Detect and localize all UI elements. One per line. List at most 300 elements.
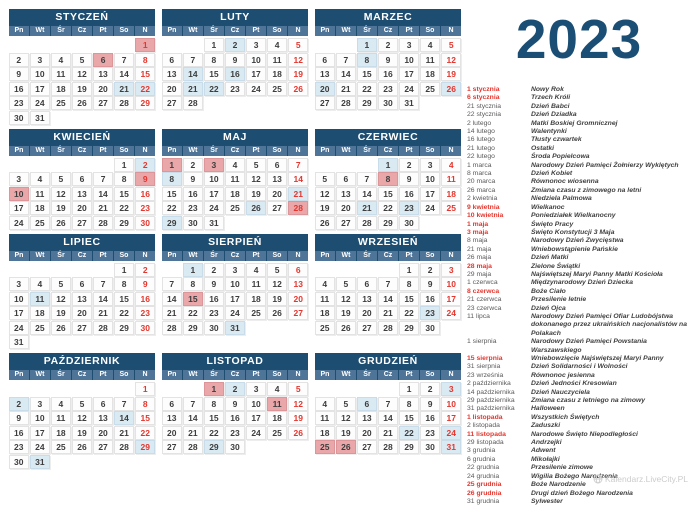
day-cell: 17	[225, 292, 245, 306]
weekday-label: Wt	[336, 26, 356, 36]
holiday-entry	[467, 246, 695, 254]
day-cell: 13	[267, 172, 287, 186]
weekday-label: N	[135, 26, 155, 36]
day-grid	[315, 38, 461, 109]
weekday-label: Cz	[72, 251, 92, 261]
day-cell: 2	[204, 263, 224, 277]
weekday-header-row	[162, 145, 308, 156]
day-cell: 29	[162, 216, 182, 230]
holiday-date: 1 marca	[467, 161, 492, 169]
holiday-name: Nowy Rok	[531, 86, 564, 93]
day-cell: 25	[420, 82, 440, 96]
day-cell: 1	[114, 263, 134, 277]
holiday-date: 2 kwietnia	[467, 195, 498, 203]
holiday-date: 26 marca	[467, 186, 496, 194]
weekday-label: So	[420, 146, 440, 156]
day-cell: 23	[378, 82, 398, 96]
holiday-entry	[467, 254, 695, 262]
day-cell: 31	[9, 335, 29, 349]
day-cell: 27	[357, 321, 377, 335]
holiday-date: 31 października	[467, 405, 515, 413]
day-cell: 15	[183, 292, 203, 306]
weekday-header-row	[315, 250, 461, 261]
weekday-label: N	[288, 26, 308, 36]
holiday-name: Zmiana czasu z letniego na zimowy	[531, 397, 646, 405]
day-cell	[30, 335, 50, 349]
day-cell	[183, 382, 203, 396]
holiday-name: Sylwester	[531, 497, 563, 505]
day-cell: 12	[336, 292, 356, 306]
day-cell	[441, 216, 461, 230]
day-cell: 16	[225, 67, 245, 81]
day-cell: 17	[30, 82, 50, 96]
holiday-entry	[467, 405, 695, 413]
day-cell	[204, 96, 224, 110]
day-cell: 30	[420, 321, 440, 335]
day-cell	[267, 96, 287, 110]
holiday-name: Trzech Króli	[531, 94, 571, 102]
day-cell	[72, 38, 92, 52]
holiday-entry	[467, 153, 695, 161]
day-cell: 15	[204, 67, 224, 81]
day-cell: 26	[72, 96, 92, 110]
holiday-name: Narodowy Dzień Pamięci Żołnierzy Wyklętych	[531, 161, 679, 169]
day-cell	[51, 111, 71, 125]
day-cell: 27	[162, 440, 182, 454]
day-cell	[336, 382, 356, 396]
holiday-date: 11 listopada	[467, 430, 506, 438]
day-cell: 7	[183, 53, 203, 67]
day-cell	[267, 440, 287, 454]
day-cell	[246, 216, 266, 230]
weekday-label: Pn	[315, 26, 335, 36]
day-cell	[30, 382, 50, 396]
day-cell: 5	[51, 172, 71, 186]
day-cell	[9, 382, 29, 396]
day-cell: 14	[378, 411, 398, 425]
day-cell: 11	[315, 411, 335, 425]
day-cell: 27	[93, 440, 113, 454]
day-cell: 10	[246, 53, 266, 67]
holiday-name: Międzynarodowy Dzień Dziecka	[531, 279, 633, 287]
day-cell: 4	[267, 38, 287, 52]
day-grid	[9, 382, 155, 468]
day-cell: 9	[225, 397, 245, 411]
holiday-date: 20 marca	[467, 178, 496, 186]
holiday-name: Najświętszej Maryi Panny Matki Kościoła	[531, 270, 663, 278]
day-cell: 11	[51, 67, 71, 81]
day-cell: 3	[399, 38, 419, 52]
day-cell: 8	[135, 53, 155, 67]
day-cell	[246, 440, 266, 454]
day-cell: 20	[357, 306, 377, 320]
holiday-date: 2 lutego	[467, 119, 492, 127]
day-cell: 13	[93, 67, 113, 81]
day-cell: 12	[267, 277, 287, 291]
day-cell: 21	[378, 426, 398, 440]
day-cell: 29	[399, 440, 419, 454]
weekday-label: Śr	[51, 251, 71, 261]
weekday-label: N	[441, 370, 461, 380]
weekday-label: Śr	[357, 370, 377, 380]
watermark-text: Kalendarz.LiveCity.PL	[605, 474, 688, 484]
day-cell: 10	[441, 397, 461, 411]
weekday-label: Pt	[246, 370, 266, 380]
day-cell: 21	[93, 201, 113, 215]
holiday-entry	[467, 288, 695, 296]
day-cell	[267, 321, 287, 335]
holiday-entry	[467, 162, 695, 170]
day-cell: 15	[378, 187, 398, 201]
day-cell: 1	[399, 382, 419, 396]
weekday-label: Wt	[30, 26, 50, 36]
month-calendar	[162, 9, 308, 124]
day-cell: 2	[420, 382, 440, 396]
holiday-date: 31 grudnia	[467, 497, 500, 505]
day-cell	[51, 455, 71, 469]
day-cell: 10	[225, 277, 245, 291]
weekday-label: Pn	[162, 370, 182, 380]
day-cell: 8	[378, 172, 398, 186]
day-cell: 12	[315, 187, 335, 201]
day-cell	[246, 96, 266, 110]
day-cell: 30	[399, 216, 419, 230]
day-cell: 13	[315, 67, 335, 81]
day-cell: 27	[336, 216, 356, 230]
day-cell: 24	[9, 321, 29, 335]
day-cell: 12	[441, 53, 461, 67]
holiday-name: Dzień Babci	[531, 102, 570, 110]
month-title: MAJ	[162, 129, 308, 145]
day-cell: 5	[315, 172, 335, 186]
day-cell: 22	[399, 306, 419, 320]
weekday-label: Cz	[225, 251, 245, 261]
day-cell: 25	[51, 96, 71, 110]
day-cell: 25	[225, 201, 245, 215]
weekday-label: So	[420, 26, 440, 36]
holiday-entry	[467, 431, 695, 439]
day-cell: 19	[246, 187, 266, 201]
day-cell: 4	[246, 263, 266, 277]
day-cell: 3	[246, 38, 266, 52]
day-cell: 2	[225, 382, 245, 396]
day-cell: 1	[399, 263, 419, 277]
day-cell: 28	[183, 440, 203, 454]
weekday-label: Śr	[51, 146, 71, 156]
day-cell	[72, 455, 92, 469]
day-cell: 25	[51, 440, 71, 454]
holiday-date: 8 maja	[467, 237, 488, 245]
day-cell	[72, 263, 92, 277]
day-cell: 30	[204, 321, 224, 335]
day-cell	[378, 263, 398, 277]
weekday-label: Śr	[51, 26, 71, 36]
holiday-date: 6 grudnia	[467, 455, 496, 463]
holiday-date: 21 czerwca	[467, 296, 502, 304]
day-cell: 20	[93, 82, 113, 96]
day-cell	[288, 321, 308, 335]
weekday-label: Pn	[9, 146, 29, 156]
day-cell: 26	[51, 216, 71, 230]
day-cell: 15	[135, 67, 155, 81]
calendar-grid	[9, 9, 461, 468]
weekday-label: Śr	[357, 251, 377, 261]
day-cell: 18	[315, 426, 335, 440]
day-cell: 4	[315, 277, 335, 291]
day-cell: 20	[267, 187, 287, 201]
day-cell: 4	[420, 38, 440, 52]
day-cell: 22	[114, 201, 134, 215]
day-cell: 23	[420, 426, 440, 440]
day-cell: 14	[162, 292, 182, 306]
weekday-label: N	[135, 251, 155, 261]
day-cell: 31	[30, 111, 50, 125]
day-cell: 3	[9, 277, 29, 291]
month-title: LUTY	[162, 9, 308, 25]
day-cell: 6	[162, 397, 182, 411]
holiday-name: Dzień Matki	[531, 254, 569, 262]
day-cell: 17	[420, 187, 440, 201]
weekday-label: Pn	[315, 370, 335, 380]
day-cell	[183, 38, 203, 52]
day-cell: 9	[183, 172, 203, 186]
weekday-label: Wt	[336, 370, 356, 380]
day-cell: 9	[420, 397, 440, 411]
month-title: STYCZEŃ	[9, 9, 155, 25]
holiday-date: 1 sierpnia	[467, 338, 497, 346]
day-cell: 23	[225, 82, 245, 96]
day-cell: 14	[114, 67, 134, 81]
holiday-date: 31 sierpnia	[467, 363, 501, 371]
month-title: SIERPIEŃ	[162, 234, 308, 250]
holiday-date: 3 maja	[467, 228, 489, 236]
day-cell: 21	[162, 306, 182, 320]
holiday-entry	[467, 212, 695, 220]
month-calendar	[9, 9, 155, 124]
day-cell: 20	[357, 426, 377, 440]
holiday-name: Zielone Świątki	[531, 262, 581, 270]
holiday-date: 9 kwietnia	[467, 203, 500, 211]
day-cell: 15	[399, 292, 419, 306]
day-cell: 1	[204, 382, 224, 396]
holiday-entry	[467, 86, 695, 94]
day-cell	[51, 263, 71, 277]
weekday-label: So	[420, 370, 440, 380]
weekday-label: N	[288, 146, 308, 156]
day-cell: 31	[441, 440, 461, 454]
day-cell: 18	[420, 67, 440, 81]
day-cell: 14	[288, 172, 308, 186]
holiday-name: Równonoc jesienna	[531, 371, 595, 379]
day-cell: 21	[183, 82, 203, 96]
weekday-label: Wt	[183, 251, 203, 261]
holiday-date: 29 maja	[467, 270, 492, 278]
weekday-header-row	[315, 369, 461, 380]
day-cell: 25	[267, 426, 287, 440]
weekday-label: Pt	[93, 26, 113, 36]
day-cell: 23	[420, 306, 440, 320]
day-cell: 24	[246, 426, 266, 440]
weekday-label: Wt	[336, 146, 356, 156]
day-cell: 11	[51, 411, 71, 425]
day-cell: 31	[204, 216, 224, 230]
day-cell: 2	[420, 263, 440, 277]
day-cell: 16	[204, 292, 224, 306]
weekday-label: Pt	[93, 251, 113, 261]
day-cell: 27	[267, 201, 287, 215]
weekday-label: Cz	[378, 370, 398, 380]
day-cell: 19	[315, 201, 335, 215]
day-cell: 1	[204, 38, 224, 52]
holiday-entry	[467, 464, 695, 472]
day-cell: 23	[9, 440, 29, 454]
day-cell: 7	[114, 53, 134, 67]
weekday-label: Pn	[162, 251, 182, 261]
day-cell: 31	[30, 455, 50, 469]
holiday-date: 24 grudnia	[467, 472, 500, 480]
day-cell: 2	[378, 38, 398, 52]
day-cell: 12	[72, 67, 92, 81]
weekday-label: Cz	[378, 251, 398, 261]
day-cell: 9	[225, 53, 245, 67]
holiday-name: Boże Ciało	[531, 287, 566, 295]
month-calendar	[162, 353, 308, 468]
day-cell: 6	[72, 172, 92, 186]
day-cell: 5	[288, 38, 308, 52]
holiday-date: 15 sierpnia	[467, 355, 503, 362]
holiday-name: Narodowy Dzień Pamięci Ofiar Ludobójstwa dokonanego przez ukraińskich nacjonalistów na Polakach	[531, 312, 687, 337]
holiday-date: 28 maja	[467, 262, 492, 270]
day-cell: 1	[378, 158, 398, 172]
holiday-entry	[467, 498, 695, 506]
holiday-list	[467, 86, 695, 506]
day-cell: 21	[378, 306, 398, 320]
day-cell: 5	[336, 397, 356, 411]
month-title: PAŹDZIERNIK	[9, 353, 155, 369]
weekday-label: N	[135, 370, 155, 380]
day-cell: 4	[30, 172, 50, 186]
weekday-label: So	[267, 146, 287, 156]
day-cell: 16	[9, 426, 29, 440]
day-cell: 10	[246, 397, 266, 411]
day-cell: 12	[51, 292, 71, 306]
day-cell: 13	[162, 67, 182, 81]
day-cell: 17	[9, 306, 29, 320]
day-cell: 29	[357, 96, 377, 110]
holiday-name: Drugi dzień Bożego Narodzenia	[531, 489, 633, 497]
day-cell: 26	[246, 201, 266, 215]
holiday-entry	[467, 120, 695, 128]
holiday-name: Narodowy Dzień Zwycięstwa	[531, 237, 624, 245]
day-cell: 8	[204, 53, 224, 67]
weekday-label: Pn	[9, 26, 29, 36]
day-cell	[135, 455, 155, 469]
day-cell: 15	[204, 411, 224, 425]
day-cell: 19	[51, 306, 71, 320]
weekday-label: Śr	[204, 251, 224, 261]
day-cell: 18	[51, 426, 71, 440]
day-cell: 13	[288, 277, 308, 291]
day-cell: 21	[93, 306, 113, 320]
weekday-header-row	[9, 369, 155, 380]
holiday-entry	[467, 279, 695, 287]
day-cell: 26	[336, 321, 356, 335]
weekday-header-row	[9, 145, 155, 156]
day-cell: 4	[225, 158, 245, 172]
month-calendar	[162, 234, 308, 349]
day-cell: 3	[246, 382, 266, 396]
month-title: CZERWIEC	[315, 129, 461, 145]
weekday-label: Pt	[399, 251, 419, 261]
day-cell: 13	[93, 411, 113, 425]
day-cell: 30	[135, 321, 155, 335]
day-cell: 22	[378, 201, 398, 215]
day-cell: 29	[114, 216, 134, 230]
day-cell: 8	[162, 172, 182, 186]
day-cell	[93, 263, 113, 277]
day-cell: 8	[357, 53, 377, 67]
day-cell: 16	[9, 82, 29, 96]
day-cell: 21	[114, 426, 134, 440]
day-cell: 19	[267, 292, 287, 306]
holiday-entry	[467, 380, 695, 388]
holiday-name: Niedziela Palmowa	[531, 195, 592, 203]
day-cell: 7	[378, 277, 398, 291]
day-cell	[135, 335, 155, 349]
day-cell	[357, 263, 377, 277]
holiday-entry	[467, 490, 695, 498]
day-cell: 11	[420, 53, 440, 67]
month-title: LISTOPAD	[162, 353, 308, 369]
weekday-label: So	[114, 146, 134, 156]
holiday-entry	[467, 414, 695, 422]
holiday-entry	[467, 271, 695, 279]
holiday-date: 2 października	[467, 380, 511, 388]
day-cell	[114, 382, 134, 396]
day-cell: 28	[93, 321, 113, 335]
day-cell: 20	[72, 201, 92, 215]
weekday-header-row	[9, 25, 155, 36]
day-cell: 28	[114, 440, 134, 454]
day-cell: 26	[267, 306, 287, 320]
holiday-name: Boże Narodzenie	[531, 481, 586, 489]
weekday-label: N	[441, 146, 461, 156]
day-cell: 6	[315, 53, 335, 67]
weekday-label: N	[135, 146, 155, 156]
month-calendar	[9, 353, 155, 468]
day-cell	[51, 382, 71, 396]
weekday-label: Śr	[357, 26, 377, 36]
day-cell: 7	[357, 172, 377, 186]
day-grid	[9, 263, 155, 349]
day-cell: 14	[93, 187, 113, 201]
weekday-label: So	[267, 251, 287, 261]
weekday-label: Cz	[72, 370, 92, 380]
weekday-label: So	[267, 370, 287, 380]
day-cell: 15	[162, 187, 182, 201]
month-calendar	[315, 129, 461, 229]
holiday-date: 1 maja	[467, 220, 489, 228]
holiday-date: 11 lipca	[467, 312, 490, 320]
day-cell: 1	[135, 38, 155, 52]
holiday-name: Równonoc wiosenna	[531, 178, 599, 186]
day-cell: 4	[30, 277, 50, 291]
day-cell: 5	[288, 382, 308, 396]
day-cell: 13	[357, 292, 377, 306]
day-cell: 23	[399, 201, 419, 215]
holiday-name: Andrzejki	[531, 439, 562, 447]
holiday-entry	[467, 145, 695, 153]
